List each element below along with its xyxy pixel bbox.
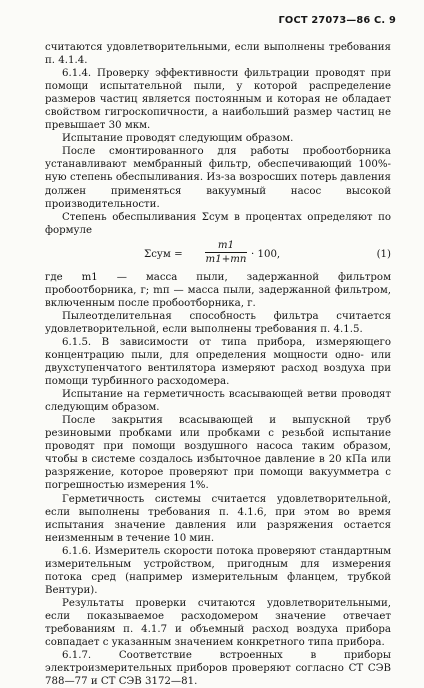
paragraph-1: 6.1.4. Проверку эффективности фильтрации проводят при помощи испытательной пыли, у которой распределение размеров частиц является постоянным и которая не обладает свойством гигроскопичности, а наибольший размер частиц не превышает 30 мкм.	[45, 68, 391, 132]
paragraph-6: Пылеотделительная способность фильтра считается удовлетворительной, если выполнены требования п. 4.1.5.	[45, 310, 391, 335]
formula-rhs: · 100,	[251, 248, 281, 260]
paragraph-10: Герметичность системы считается удовлетворительной, если выполнены требования п. 4.1.6, при этом во время испытания значение давления или разряжения остается неизменным в течение 10 мин.	[45, 493, 391, 544]
paragraph-9: После закрытия всасывающей и выпускной труб резиновыми пробками или пробками с резьбой испытание проводят при помощи воздушного насоса таким образом, чтобы в системе создалось избыточное давление в 20 кПа или разряжение, которое проверяют при помощи вакуумметра с погрешностью измерения 1%.	[45, 415, 391, 492]
paragraph-0: считаются удовлетворительными, если выполнены требования п. 4.1.4.	[45, 42, 391, 67]
paragraph-12: Результаты проверки считаются удовлетворительными, если показываемое расходомером значение отвечает требованиям п. 4.1.7 и объемный расход воздуха прибора совпадает с указанным значением конкретного типа прибора.	[45, 597, 391, 649]
paragraph-5: где m1 — масса пыли, задержанной фильтром пробоотборника, г; mп — масса пыли, задержанной фильтром, включенным после пробоотборника, г.	[45, 271, 391, 309]
paragraph-2: Испытание проводят следующим образом.	[62, 133, 294, 145]
formula-1	[45, 239, 391, 269]
page-header: ГОСТ 27073—86 С. 9	[278, 15, 396, 26]
paragraph-4: Степень обеспыливания Σсум в процентах определяют по формуле	[45, 211, 391, 236]
paragraph-8: Испытание на герметичность всасывающей ветви проводят следующим образом.	[45, 389, 391, 414]
paragraph-7: 6.1.5. В зависимости от типа прибора, измеряющего концентрацию пыли, для определения мощности одно- или двухступенчатого вентилятора измеряют расход воздуха при помощи турбинного расходомера.	[45, 336, 391, 388]
formula-lhs: Σсум =	[144, 248, 183, 260]
formula-denominator: m1+mп	[205, 253, 247, 265]
formula-fraction	[205, 239, 247, 266]
paragraph-13: 6.1.7. Соответствие встроенных в приборы электроизмерительных приборов проверяют согласно СТ СЭВ 788—77 и СТ СЭВ 3172—81.	[45, 650, 391, 688]
formula-numerator: m1	[205, 239, 247, 253]
paragraph-3: После смонтированного для работы пробоотборника устанавливают мембранный фильтр, обеспечивающий 100%-ную степень обеспыливания. Из-за возросших потерь давления должен применяться вакуумный насос высокой производительности.	[45, 146, 391, 210]
formula-number: (1)	[376, 248, 391, 260]
paragraph-11: 6.1.6. Измеритель скорости потока проверяют стандартным измерительным устройством, пригодным для измерения потока сред (например измерительным фланцем, трубкой Вентури).	[45, 545, 391, 596]
body-text	[45, 41, 391, 688]
